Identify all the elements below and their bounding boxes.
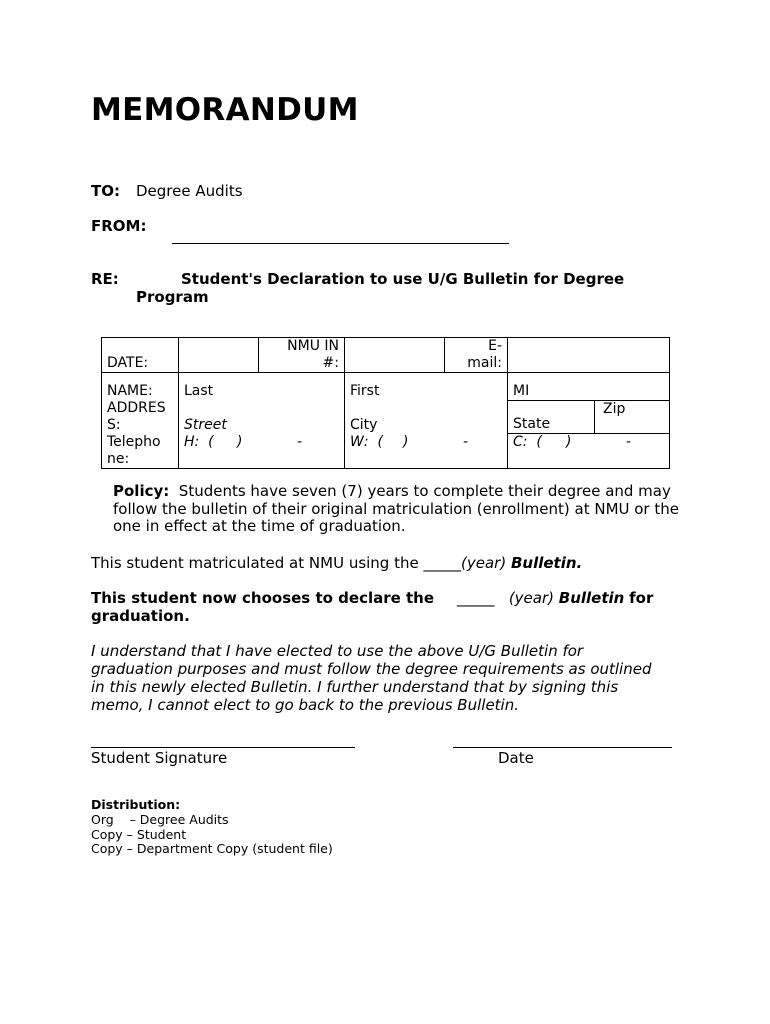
telephone-label-1: Telepho — [107, 434, 161, 450]
memo-title: MEMORANDUM — [91, 92, 359, 128]
name-label: NAME: — [107, 383, 153, 399]
street-label: Street — [184, 417, 227, 433]
understanding-statement: I understand that I have elected to use the above U/G Bulletin for graduation purposes and must follow the degree requirements as outlined in this newly elected Bulletin. I further understand that by signing this memo, I cannot elect to go back to the previous Bulletin. — [91, 642, 652, 714]
email-field[interactable] — [508, 338, 670, 373]
distribution-item: Copy – Department Copy (student file) — [91, 841, 333, 857]
last-street-home-cell[interactable] — [179, 373, 345, 469]
distribution-list — [91, 798, 333, 857]
telephone-label-2: ne: — [107, 451, 130, 467]
nmu-id-label-cell — [259, 338, 345, 373]
policy-paragraph — [113, 483, 683, 536]
policy-label: Policy: — [113, 482, 170, 500]
nmu-id-label-2: #: — [322, 355, 339, 371]
student-signature-label: Student Signature — [91, 749, 228, 767]
first-city-work-cell[interactable] — [345, 373, 508, 469]
email-label-2: mail: — [467, 355, 502, 371]
city-label: City — [350, 417, 378, 433]
last-name-label: Last — [184, 383, 214, 399]
re-subject-line2: Program — [136, 288, 209, 306]
date-signature-label: Date — [498, 749, 534, 767]
work-phone-label: W: ( ) - — [350, 434, 469, 450]
middle-initial-label: MI — [513, 383, 530, 399]
to-label: TO: — [91, 182, 120, 200]
student-signature-line[interactable] — [91, 747, 355, 748]
re-subject-line1: Student's Declaration to use U/G Bulletin for Degree — [181, 270, 625, 288]
home-phone-label: H: ( ) - — [184, 434, 303, 450]
date-label: DATE: — [107, 355, 149, 371]
email-label-1: E- — [488, 338, 502, 354]
matriculated-year-blank[interactable]: _____ — [423, 554, 461, 572]
state-label: State — [513, 416, 551, 432]
declare-year-line: _____ (year) Bulletin for — [457, 589, 654, 607]
declare-line2: graduation. — [91, 607, 190, 625]
nmu-id-field[interactable] — [345, 338, 445, 373]
distribution-item: Copy – Student — [91, 826, 187, 842]
date-signature-line[interactable] — [453, 747, 672, 748]
student-info-form — [101, 337, 670, 469]
labels-cell — [102, 373, 179, 469]
first-name-label: First — [350, 383, 380, 399]
distribution-label: Distribution: — [91, 797, 181, 812]
to-value: Degree Audits — [136, 182, 243, 200]
policy-text: Students have seven (7) years to complete their degree and may follow the bulletin of their original matriculation (enrollment) at NMU or the one in effect at the time of graduation. — [113, 482, 679, 535]
declare-year-blank[interactable]: _____ — [457, 589, 495, 607]
address-label-2: S: — [107, 417, 121, 433]
distribution-item: Org – Degree Audits — [91, 811, 229, 827]
zip-label: Zip — [594, 401, 669, 433]
address-label-1: ADDRES — [107, 400, 166, 416]
matriculated-line: This student matriculated at NMU using the _____(year) Bulletin. — [91, 554, 583, 572]
date-label-cell — [102, 338, 179, 373]
re-label: RE: — [91, 270, 119, 288]
mi-state-zip-cell[interactable] — [508, 373, 670, 469]
from-signature-line[interactable] — [172, 243, 509, 244]
date-field[interactable] — [179, 338, 259, 373]
nmu-id-label-1: NMU IN — [287, 338, 339, 354]
cell-phone-label: C: ( ) - — [508, 433, 669, 451]
declare-line: This student now chooses to declare the — [91, 589, 435, 607]
email-label-cell — [445, 338, 508, 373]
from-label: FROM: — [91, 217, 147, 235]
